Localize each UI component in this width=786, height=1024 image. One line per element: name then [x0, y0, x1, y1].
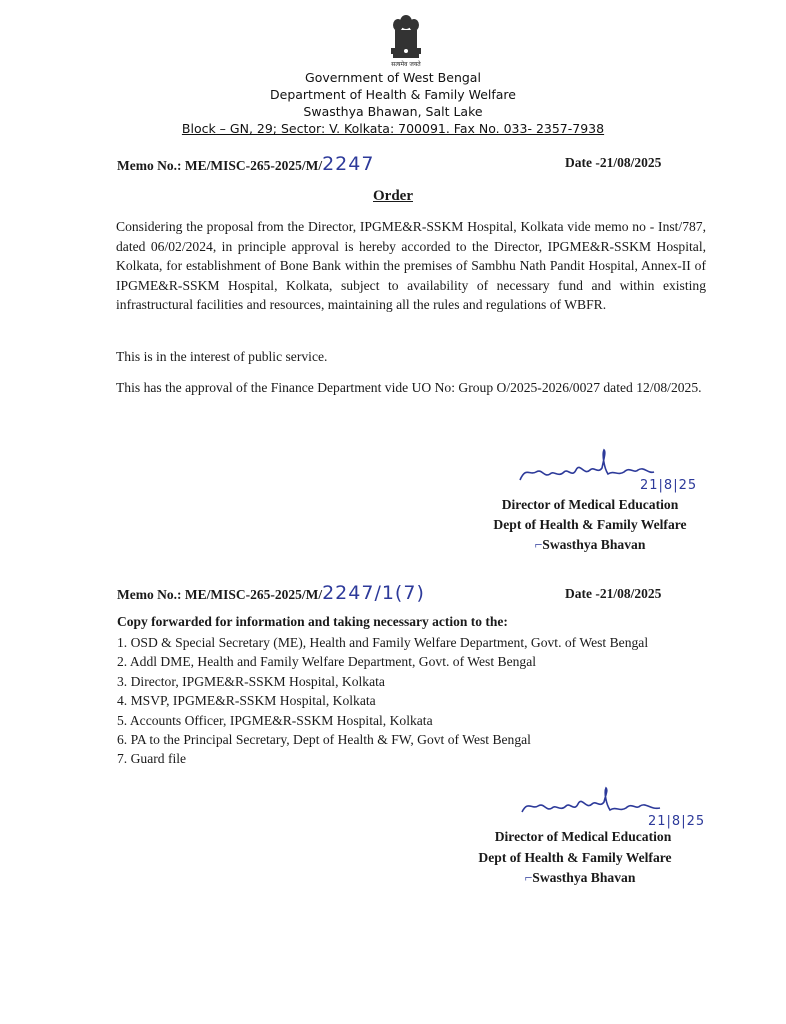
body-paragraph-3: This has the approval of the Finance Department vide UO No: Group O/2025-2026/0027 dated 12/08/2025.	[116, 380, 702, 395]
signatory-1-office-text: Swasthya Bhavan	[542, 537, 646, 552]
govt-name: Government of West Bengal	[305, 70, 481, 85]
office-address: Block – GN, 29; Sector: V. Kolkata: 700091. Fax No. 033- 2357-7938	[181, 121, 605, 136]
copy-forwarded-heading: Copy forwarded for information and taking necessary action to the:	[117, 614, 508, 629]
list-item: 6. PA to the Principal Secretary, Dept of Health & FW, Govt of West Bengal	[117, 732, 531, 748]
department-name: Department of Health & Family Welfare	[270, 87, 516, 102]
signatory-2-office	[460, 870, 700, 886]
signatory-2-office-text: Swasthya Bhavan	[532, 870, 636, 885]
pen-mark-icon: ⌐	[524, 870, 533, 885]
memo-number-line	[117, 153, 374, 175]
memo-handwritten-number: 2247	[322, 153, 375, 175]
list-item: 7. Guard file	[117, 751, 187, 767]
list-item: 5. Accounts Officer, IPGME&R-SSKM Hospital, Kolkata	[117, 712, 433, 728]
signatory-1-office	[470, 537, 710, 553]
list-item: 2. Addl DME, Health and Family Welfare Department, Govt. of West Bengal	[117, 654, 537, 670]
list-item: 3. Director, IPGME&R-SSKM Hospital, Kolkata	[117, 673, 385, 689]
signatory-2-designation: Director of Medical Education	[494, 829, 672, 844]
signature-2-handwritten-date: 21|8|25	[648, 814, 706, 829]
order-title: Order	[373, 188, 413, 204]
list-item: 1. OSD & Special Secretary (ME), Health and Family Welfare Department, Govt. of West Bengal	[117, 635, 649, 650]
memo-prefix: Memo No.: ME/MISC-265-2025/M/	[117, 158, 323, 173]
signatory-1-designation: Director of Medical Education	[501, 497, 679, 512]
body-paragraph-1: Considering the proposal from the Director, IPGME&R-SSKM Hospital, Kolkata vide memo no - Inst/787, dated 06/02/2024, in principle approval is hereby accorded to the Director, IPGME&R-SSKM Hospital, Kolkata, for establishment of Bone Bank within the premises of Sambhu Nath Pandit Hospital, Annex-II of IPGME&R-SSKM Hospital, Kolkata, subject to availability of necessary fund and within existing infrastructural facilities and resources, maintaining all the rules and regulations of WBFR.	[116, 219, 706, 312]
list-item: 4. MSVP, IPGME&R-SSKM Hospital, Kolkata	[117, 693, 376, 709]
memo-2-prefix: Memo No.: ME/MISC-265-2025/M/	[117, 587, 323, 602]
memo-2-handwritten-number: 2247/1(7)	[322, 582, 425, 604]
emblem-caption: सत्यमेव जयते	[391, 61, 421, 68]
signatory-2-department: Dept of Health & Family Welfare	[478, 850, 672, 865]
office-name: Swasthya Bhawan, Salt Lake	[303, 104, 483, 119]
memo-2-date: Date -21/08/2025	[565, 586, 662, 601]
memo-date: Date -21/08/2025	[565, 155, 662, 170]
body-paragraph-2: This is in the interest of public service.	[116, 349, 328, 364]
pen-mark-icon: ⌐	[534, 537, 543, 552]
copy-recipient-list	[117, 633, 737, 769]
memo-2-number-line	[117, 582, 425, 604]
signatory-1-department: Dept of Health & Family Welfare	[493, 517, 687, 532]
signature-1-handwritten-date: 21|8|25	[640, 478, 698, 493]
